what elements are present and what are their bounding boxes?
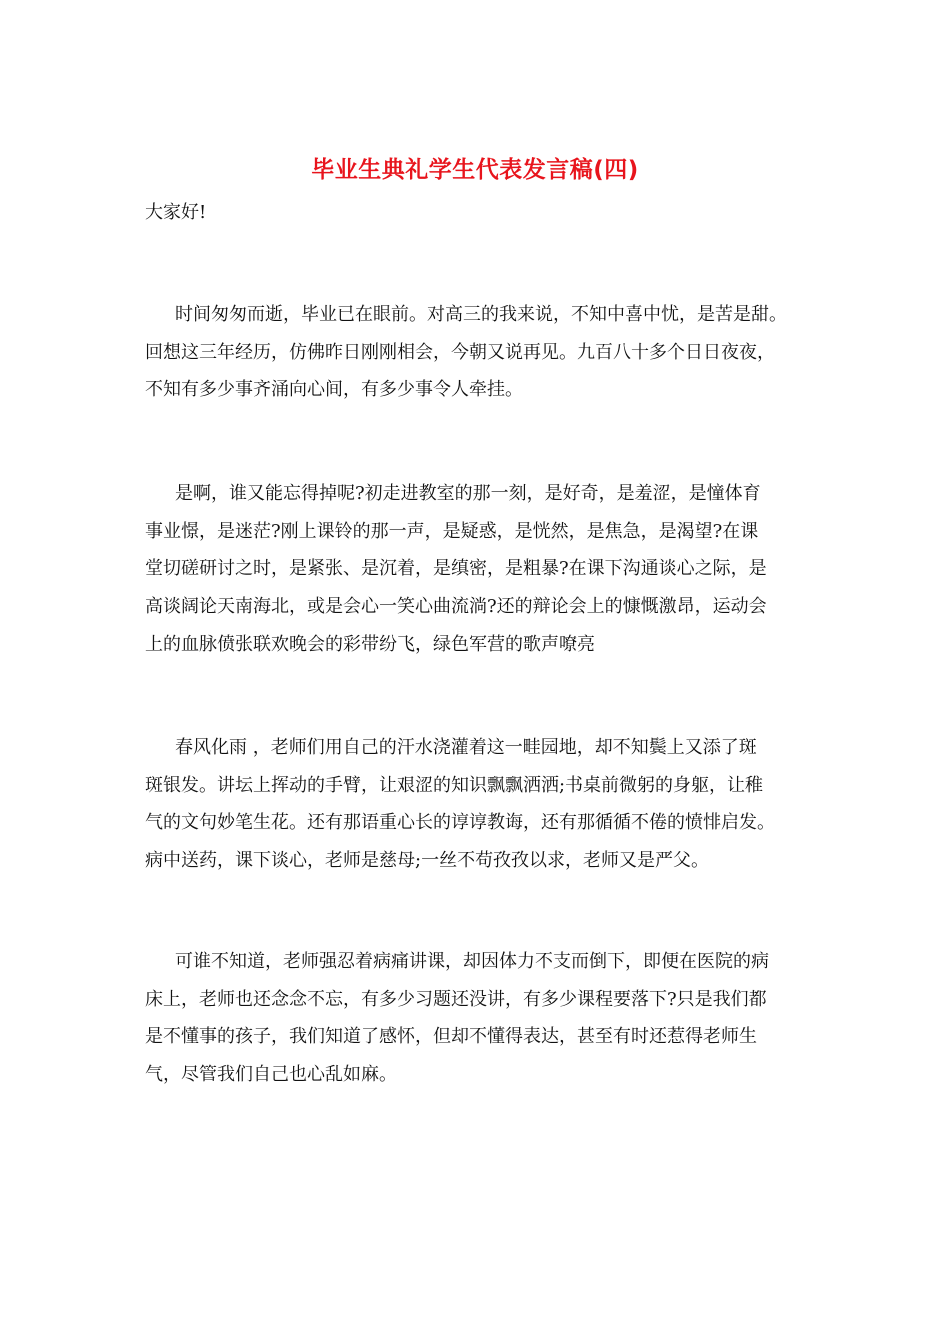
greeting-line: 大家好! [145, 202, 207, 223]
paragraph-line: 气，尽管我们自己也心乱如麻。 [145, 1064, 397, 1086]
paragraph-line: 斑银发。讲坛上挥动的手臂，让艰涩的知识飘飘洒洒;书桌前微躬的身躯，让稚 [145, 774, 764, 796]
paragraph-line: 上的血脉偾张联欢晚会的彩带纷飞，绿色军营的歌声嘹亮 [145, 633, 595, 655]
document-title: 毕业生典礼学生代表发言稿(四) [311, 157, 639, 183]
paragraph-line: 春风化雨 ，老师们用自己的汗水浇灌着这一畦园地，却不知鬓上又添了斑 [175, 737, 757, 758]
paragraph-line: 是不懂事的孩子，我们知道了感怀，但却不懂得表达，甚至有时还惹得老师生 [145, 1026, 757, 1048]
paragraph-1 [145, 296, 815, 409]
paragraph-line: 时间匆匆而逝，毕业已在眼前。对高三的我来说，不知中喜中忧，是苦是甜。 [175, 304, 787, 325]
paragraph-line: 可谁不知道，老师强忍着病痛讲课，却因体力不支而倒下，即便在医院的病 [175, 951, 769, 972]
paragraph-line: 气的文句妙笔生花。还有那语重心长的谆谆教诲，还有那循循不倦的愤悱启发。 [145, 812, 775, 834]
paragraph-3 [145, 729, 815, 880]
paragraph-line: 回想这三年经历，仿佛昨日刚刚相会，今朝又说再见。九百八十多个日日夜夜， [145, 341, 775, 363]
paragraph-4 [145, 943, 815, 1094]
paragraph-2 [145, 475, 815, 664]
paragraph-line: 床上，老师也还念念不忘，有多少习题还没讲，有多少课程要落下?只是我们都 [145, 988, 767, 1010]
paragraph-line: 高谈阔论天南海北，或是会心一笑心曲流淌?还的辩论会上的慷慨激昂，运动会 [145, 596, 767, 618]
paragraph-line: 不知有多少事齐涌向心间，有多少事令人牵挂。 [145, 379, 523, 401]
paragraph-line: 病中送药，课下谈心，老师是慈母;一丝不苟孜孜以求，老师又是严父。 [145, 850, 710, 872]
paragraph-line: 堂切磋研讨之时，是紧张、是沉着，是缜密，是粗暴?在课下沟通谈心之际，是 [145, 558, 767, 580]
paragraph-line: 事业憬，是迷茫?刚上课铃的那一声，是疑惑，是恍然，是焦急，是渴望?在课 [145, 520, 759, 542]
paragraph-line: 是啊，谁又能忘得掉呢?初走进教室的那一刻，是好奇，是羞涩，是憧体育 [175, 483, 761, 504]
